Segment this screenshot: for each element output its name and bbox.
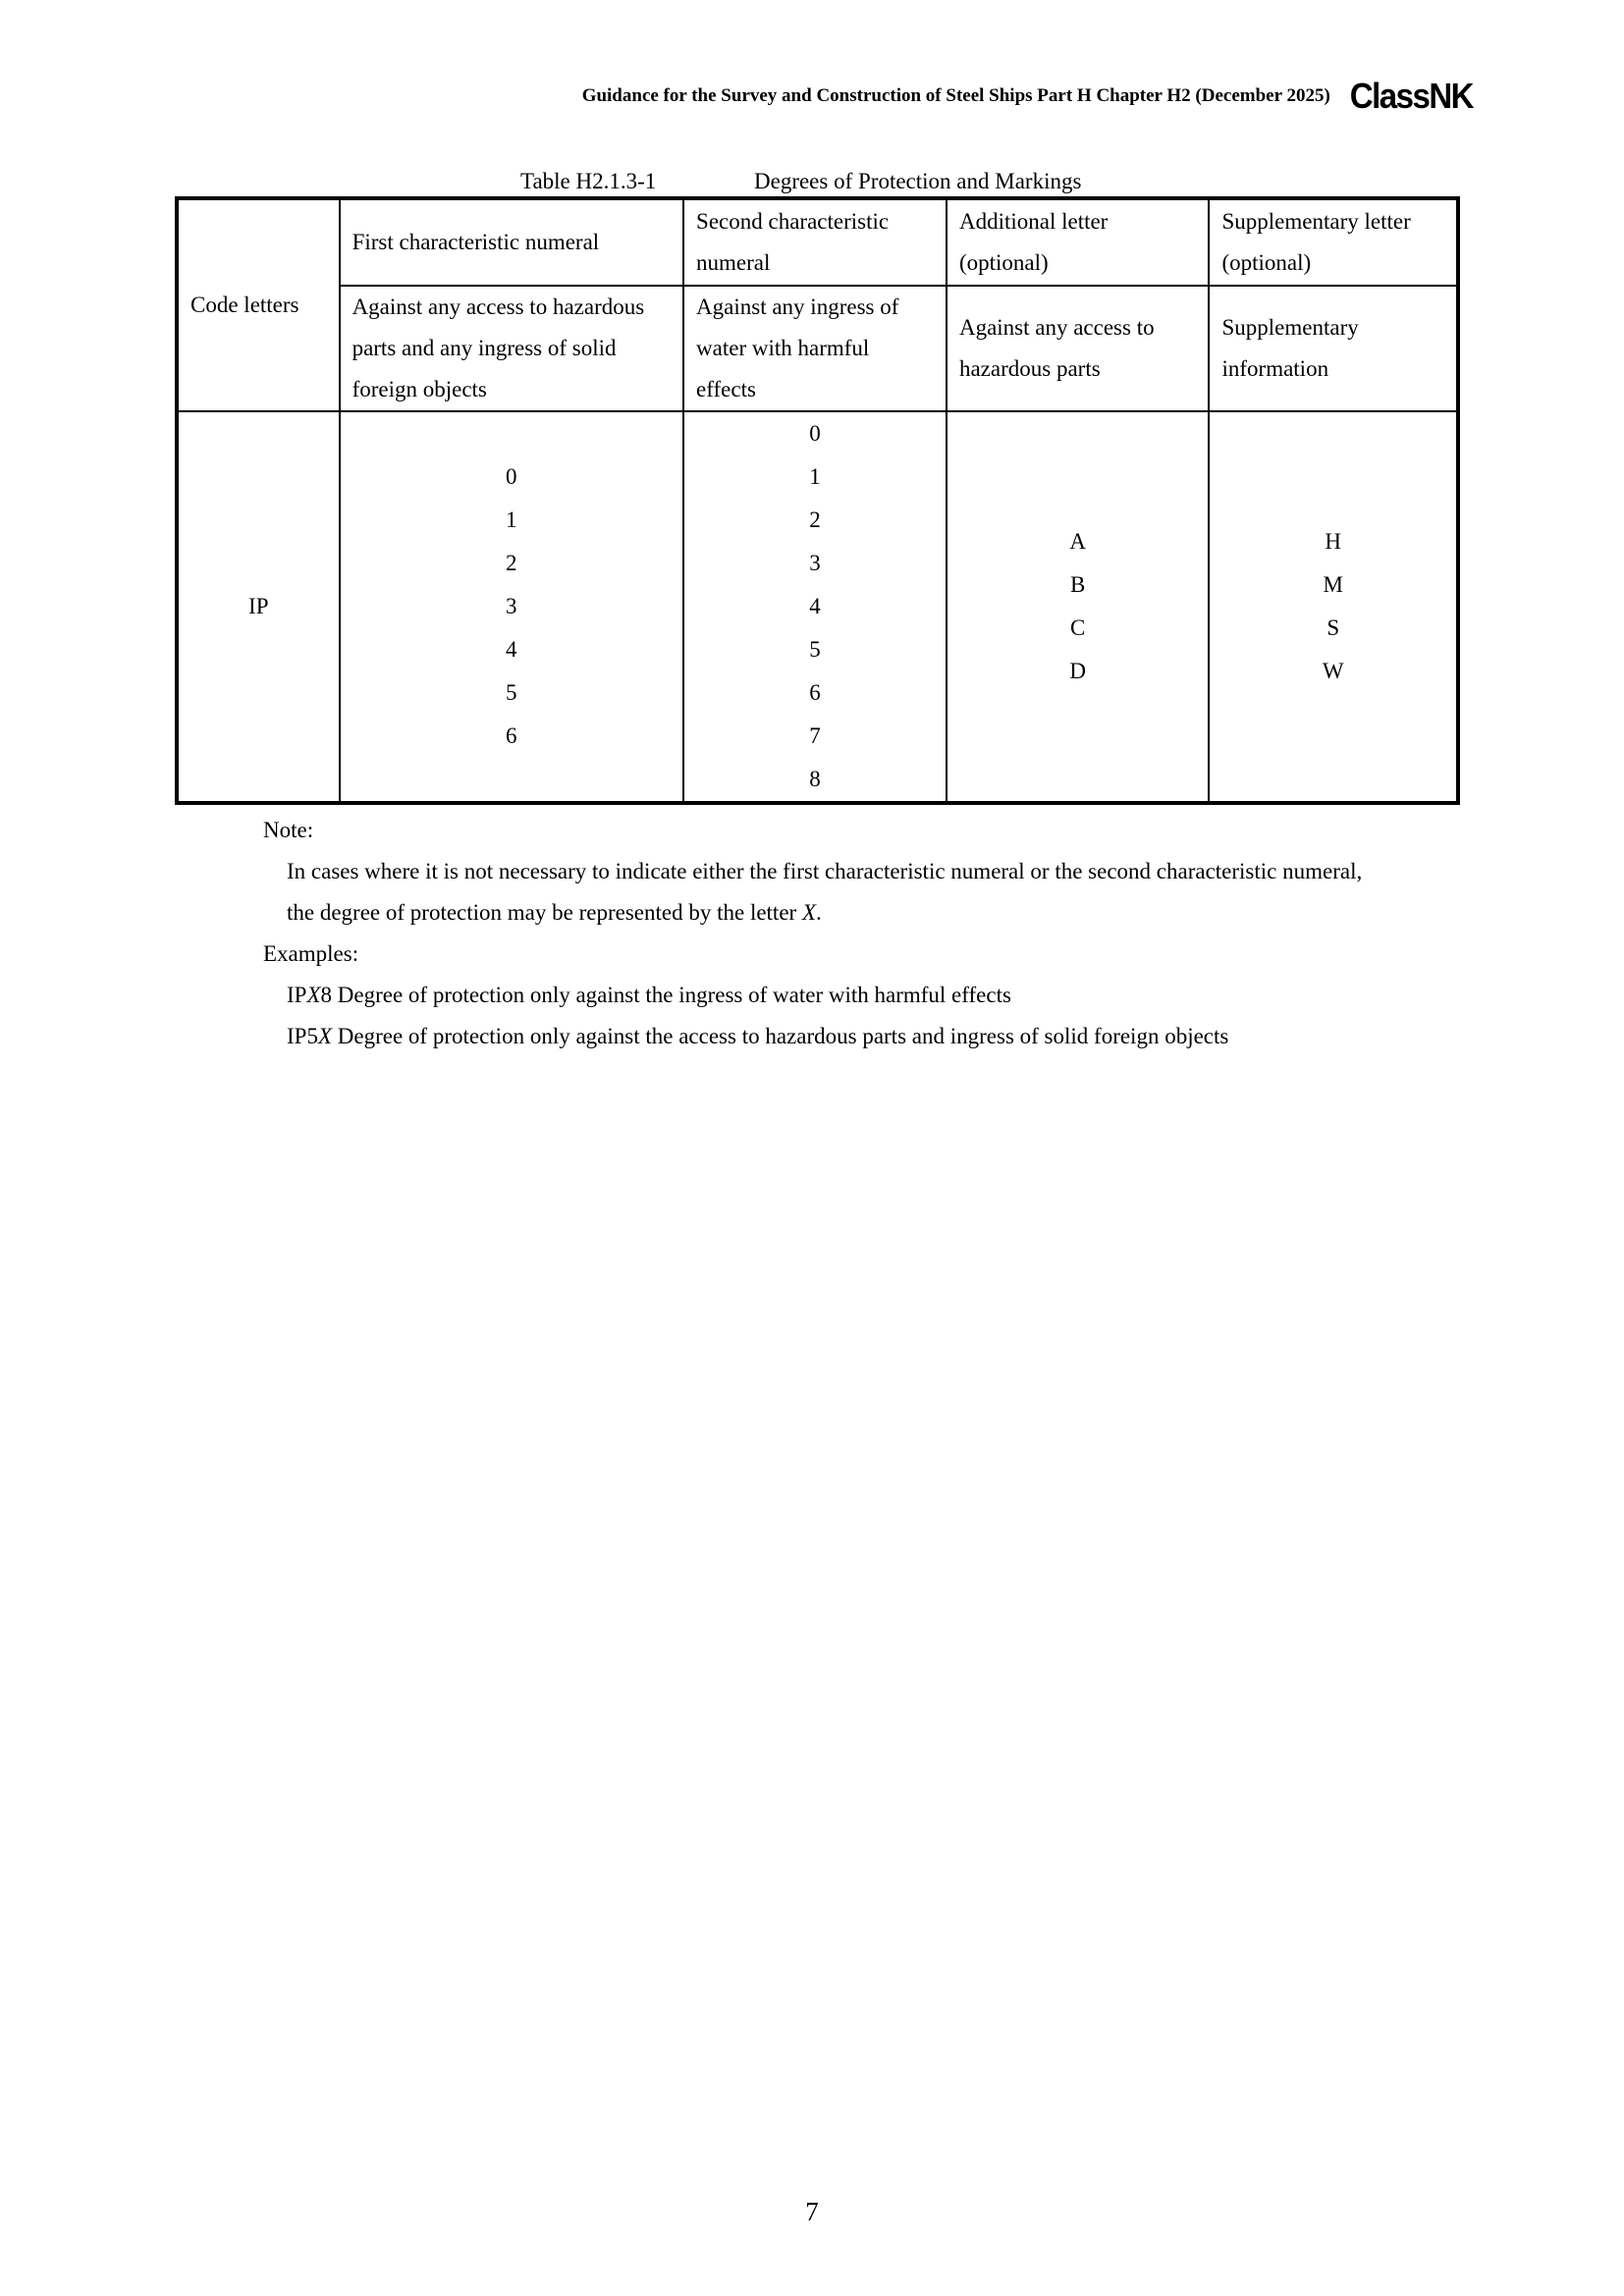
note-period: . <box>816 900 822 925</box>
table-caption <box>520 169 1081 194</box>
first-values-cell <box>340 411 683 803</box>
second-value: 4 <box>809 594 821 618</box>
header-title: Guidance for the Survey and Construction of Steel Ships Part H Chapter H2 (December 2025) <box>581 85 1330 106</box>
code-ip-cell: IP <box>177 411 340 803</box>
note-text-line-1: In cases where it is not necessary to indicate either the first characteristic numeral or the second characteristic numeral, <box>287 859 1363 883</box>
header-first-numeral: First characteristic numeral <box>340 198 683 286</box>
note-label: Note: <box>263 818 314 842</box>
supplementary-value: H <box>1325 529 1342 554</box>
header-code-letters: Code letters <box>177 198 340 411</box>
additional-value: B <box>1070 572 1086 597</box>
desc-first-numeral: Against any access to hazardous parts and any ingress of solid foreign objects <box>340 286 683 411</box>
second-value: 2 <box>809 507 821 532</box>
example-2-italic: X <box>317 1024 333 1048</box>
examples-label: Examples: <box>263 941 359 966</box>
supplementary-value: W <box>1322 659 1344 683</box>
first-value: 1 <box>506 507 517 532</box>
first-value: 6 <box>506 723 517 748</box>
example-1-prefix: IP <box>287 983 307 1007</box>
example-1 <box>263 975 1461 1016</box>
header-additional-letter: Additional letter (optional) <box>947 198 1210 286</box>
first-value: 3 <box>506 594 517 618</box>
second-values-cell <box>683 411 947 803</box>
table-header-row <box>177 198 1458 286</box>
table-data-row <box>177 411 1458 803</box>
degrees-of-protection-table <box>175 196 1460 805</box>
second-value: 0 <box>809 421 821 446</box>
first-value: 4 <box>506 637 517 662</box>
additional-values-cell <box>947 411 1210 803</box>
note-text <box>263 851 1461 934</box>
header-supplementary-letter: Supplementary letter (optional) <box>1209 198 1458 286</box>
desc-second-numeral: Against any ingress of water with harmful effects <box>683 286 947 411</box>
additional-value: D <box>1069 659 1087 683</box>
example-1-italic: X <box>306 983 321 1007</box>
classnk-logo: ClassNK <box>1349 76 1473 116</box>
page-header <box>0 77 1473 116</box>
notes-section <box>263 810 1461 1057</box>
second-value: 6 <box>809 680 821 705</box>
example-2-text: Degree of protection only against the access to hazardous parts and ingress of solid foreign objects <box>332 1024 1229 1048</box>
note-letter-x: X <box>801 900 816 925</box>
example-2-prefix: IP5 <box>287 1024 318 1048</box>
page-number: 7 <box>805 2197 819 2226</box>
desc-supplementary-letter: Supplementary information <box>1209 286 1458 411</box>
supplementary-value: M <box>1323 572 1343 597</box>
supplementary-value: S <box>1326 615 1340 640</box>
additional-value: A <box>1069 529 1087 554</box>
second-value: 3 <box>809 551 821 575</box>
second-value: 1 <box>809 464 821 489</box>
first-value: 5 <box>506 680 517 705</box>
table-title: Degrees of Protection and Markings <box>754 169 1082 193</box>
table-number: Table H2.1.3-1 <box>520 169 657 193</box>
first-value: 0 <box>506 464 517 489</box>
desc-additional-letter: Against any access to hazardous parts <box>947 286 1210 411</box>
first-value: 2 <box>506 551 517 575</box>
second-value: 8 <box>809 767 821 791</box>
example-1-text: 8 Degree of protection only against the ingress of water with harmful effects <box>320 983 1011 1007</box>
second-value: 7 <box>809 723 821 748</box>
note-text-line-2: the degree of protection may be represented by the letter <box>287 900 797 925</box>
second-value: 5 <box>809 637 821 662</box>
header-second-numeral: Second characteristic numeral <box>683 198 947 286</box>
example-2 <box>263 1016 1461 1057</box>
additional-value: C <box>1070 615 1086 640</box>
table-description-row <box>177 286 1458 411</box>
supplementary-values-cell <box>1209 411 1458 803</box>
